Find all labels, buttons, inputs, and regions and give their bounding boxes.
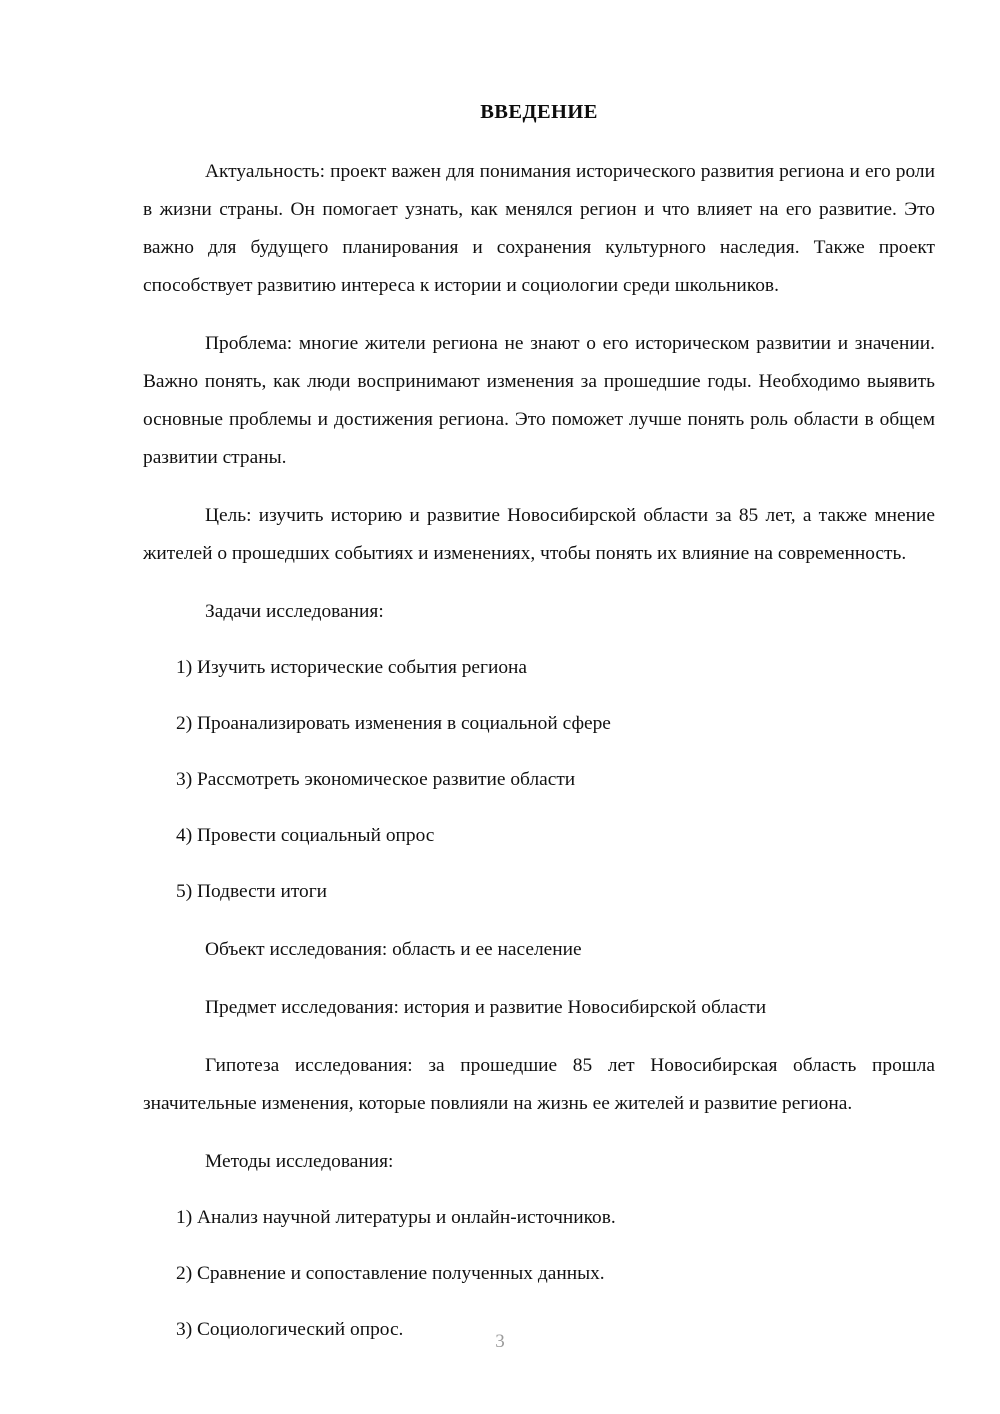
list-item: 2) Сравнение и сопоставление полученных данных. [176, 1262, 605, 1284]
heading-tasks: Задачи исследования: [205, 600, 384, 622]
heading-methods: Методы исследования: [205, 1150, 394, 1172]
line-subject-of-research: Предмет исследования: история и развитие Новосибирской области [205, 996, 767, 1018]
list-item: 5) Подвести итоги [176, 880, 328, 902]
list-item: 1) Изучить исторические события региона [176, 656, 528, 678]
methods-list [143, 1181, 935, 1349]
list-item: 1) Анализ научной литературы и онлайн-источников. [176, 1206, 616, 1228]
list-item: 4) Провести социальный опрос [176, 824, 435, 846]
paragraph-hypothesis: Гипотеза исследования: за прошедшие 85 лет Новосибирская область прошла значительные изменения, которые повлияли на жизнь ее жителей и развитие региона. [143, 1054, 935, 1114]
paragraph-goal: Цель: изучить историю и развитие Новосибирской области за 85 лет, а также мнение жителей о прошедших событиях и изменениях, чтобы понять их влияние на современность. [143, 504, 935, 564]
list-item: 2) Проанализировать изменения в социальной сфере [176, 712, 611, 734]
list-item: 3) Социологический опрос. [176, 1318, 404, 1340]
page-number: 3 [495, 1331, 505, 1352]
document-text-column [143, 0, 935, 1349]
paragraph-problem: Проблема: многие жители региона не знают о его историческом развитии и значении. Важно понять, как люди воспринимают изменения за прошедшие годы. Необходимо выявить основные проблемы и достижения региона. Это поможет лучше понять роль области в общем развитии страны. [143, 332, 935, 468]
paragraph-relevance: Актуальность: проект важен для понимания исторического развития региона и его роли в жизни страны. Он помогает узнать, как менялся регион и что влияет на его развитие. Это важно для будущего планирования и сохранения культурного наследия. Также проект способствует развитию интереса к истории и социологии среди школьников. [143, 160, 935, 296]
page-title: ВВЕДЕНИЕ [480, 101, 598, 123]
list-item: 3) Рассмотреть экономическое развитие области [176, 768, 576, 790]
line-object-of-research: Объект исследования: область и ее население [205, 938, 582, 960]
tasks-list [143, 631, 935, 911]
